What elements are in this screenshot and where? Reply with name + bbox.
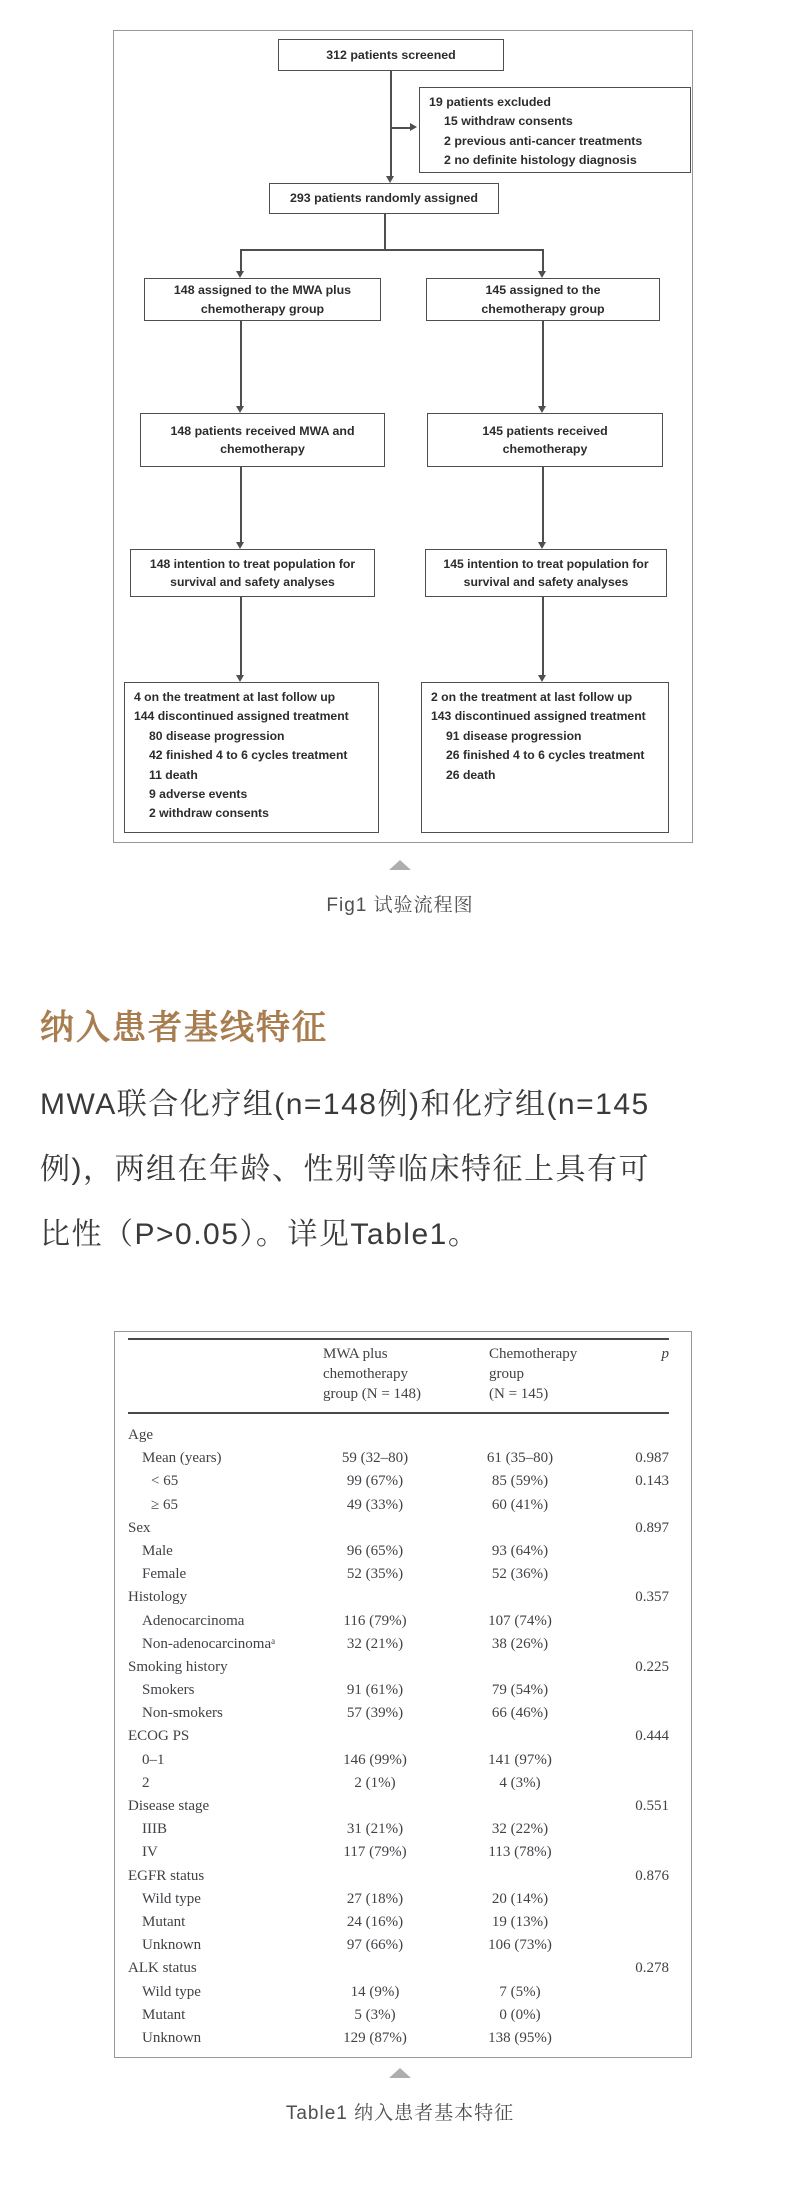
- table-cell: 24 (16%): [346, 1913, 404, 1930]
- text-line: 4 on the treatment at last follow up: [134, 690, 336, 704]
- table-row: [128, 1749, 669, 1772]
- table-row: [128, 1679, 669, 1702]
- table-cell: 38 (26%): [491, 1635, 549, 1652]
- text-line: 42 finished 4 to 6 cycles treatment: [149, 748, 348, 763]
- flow-connector: [240, 467, 242, 542]
- table-cell: 107 (74%): [488, 1612, 552, 1629]
- table-cell: Unknown: [142, 2029, 202, 2046]
- table-cell: [435, 1586, 605, 1609]
- arrow-down-icon: [538, 406, 546, 413]
- table-cell: Non-adenocarcinomaᵃ: [142, 1635, 276, 1652]
- text-line: chemotherapy: [220, 442, 305, 456]
- table-cell: ECOG PS: [128, 1728, 190, 1745]
- table-cell: 32 (21%): [346, 1635, 404, 1652]
- table-row: [128, 1424, 669, 1447]
- table-cell: 0.444: [635, 1728, 669, 1745]
- table-cell: Adenocarcinoma: [142, 1612, 245, 1629]
- table-cell: 141 (97%): [488, 1751, 552, 1768]
- text-line: survival and safety analyses: [463, 575, 629, 589]
- table-cell: Mutant: [142, 2006, 186, 2023]
- flow-box-randomized: 293 patients randomly assigned: [269, 183, 499, 214]
- table-cell: 31 (21%): [346, 1821, 404, 1838]
- table-row: [128, 1563, 669, 1586]
- table-cell: [435, 1725, 605, 1748]
- text-line: 19 patients excluded: [429, 95, 551, 109]
- table-cell: [605, 1540, 669, 1563]
- table-cell: < 65: [151, 1473, 179, 1490]
- flow-connector: [542, 597, 544, 675]
- text-line: 148 patients received MWA and: [170, 423, 355, 438]
- arrow-down-icon: [236, 406, 244, 413]
- text-line: 26 finished 4 to 6 cycles treatment: [446, 748, 645, 763]
- table-row: [128, 1517, 669, 1540]
- text-line: 144 discontinued assigned treatment: [134, 709, 349, 724]
- flow-connector: [542, 467, 544, 542]
- table-cell: [605, 1934, 669, 1957]
- table-cell: [605, 1633, 669, 1656]
- table-cell: [605, 1981, 669, 2004]
- table-cell: [605, 2027, 669, 2050]
- table-cell: 52 (36%): [491, 1566, 549, 1583]
- table-row: [128, 1586, 669, 1609]
- table-cell: 0.551: [635, 1798, 669, 1814]
- table-row: [128, 2027, 669, 2050]
- table-row: [128, 1633, 669, 1656]
- table-cell: 146 (99%): [343, 1751, 407, 1768]
- table-cell: Smokers: [142, 1682, 195, 1699]
- arrow-down-icon: [538, 271, 546, 278]
- table-cell: Mean (years): [142, 1450, 222, 1467]
- table-corner-cell: [128, 1344, 315, 1404]
- table-cell: [605, 1818, 669, 1841]
- flow-box-mwa-received: [140, 413, 385, 467]
- table-cell: [315, 1725, 435, 1748]
- flow-box-chemo-followup: [421, 682, 669, 833]
- table-cell: 14 (9%): [350, 1983, 400, 2000]
- text-line: 2 previous anti-cancer treatments: [444, 133, 643, 148]
- arrow-down-icon: [538, 675, 546, 682]
- table-cell: 2: [142, 1774, 150, 1791]
- table-row: [128, 2004, 669, 2027]
- text-line: 15 withdraw consents: [444, 114, 573, 129]
- figure1-caption: Fig1 试验流程图: [326, 895, 474, 916]
- arrow-down-icon: [236, 542, 244, 549]
- text-line: 例)，两组在年龄、性别等临床特征上具有可: [40, 1153, 650, 1186]
- table-cell: [605, 1424, 669, 1447]
- flow-box-mwa-assigned: [144, 278, 381, 321]
- table-cell: ≥ 65: [151, 1496, 178, 1513]
- table-cell: [605, 1888, 669, 1911]
- table-cell: 59 (32–80): [341, 1450, 409, 1467]
- collapse-triangle-icon: [389, 2068, 411, 2078]
- text-line: 148 assigned to the MWA plus: [173, 283, 352, 297]
- table-cell: Female: [142, 1566, 187, 1583]
- table-cell: Mutant: [142, 1913, 186, 1930]
- section-paragraph: [40, 1072, 775, 1267]
- text-line: chemotherapy: [323, 1366, 408, 1382]
- collapse-triangle-icon: [389, 860, 411, 870]
- table-cell: 0.897: [635, 1519, 669, 1536]
- table-cell: 7 (5%): [499, 1983, 541, 2000]
- table-cell: 129 (87%): [343, 2029, 407, 2046]
- table-row: [128, 1494, 669, 1517]
- table-row: [128, 1934, 669, 1957]
- table-cell: 99 (67%): [346, 1473, 404, 1490]
- table-cell: 138 (95%): [488, 2029, 552, 2046]
- table-body: [128, 1424, 669, 2050]
- table-header-row: [128, 1344, 669, 1404]
- text-line: 143 discontinued assigned treatment: [431, 709, 646, 724]
- table-row: [128, 1911, 669, 1934]
- table-cell: Wild type: [142, 1983, 201, 2000]
- table-cell: Age: [128, 1427, 153, 1443]
- table-cell: 4 (3%): [499, 1774, 541, 1791]
- table-cell: Histology: [128, 1589, 188, 1606]
- table-cell: [435, 1795, 605, 1818]
- text-line: MWA plus: [323, 1346, 388, 1362]
- text-line: Chemotherapy: [489, 1346, 578, 1362]
- flow-connector: [240, 321, 242, 406]
- table-row: [128, 1841, 669, 1864]
- table-cell: [435, 1656, 605, 1679]
- table-cell: [605, 1911, 669, 1934]
- table-cell: Sex: [128, 1519, 151, 1536]
- table-cell: 116 (79%): [343, 1612, 407, 1629]
- arrow-down-icon: [236, 271, 244, 278]
- table1-caption: Table1 纳入患者基本特征: [285, 2103, 515, 2124]
- table-row: [128, 1702, 669, 1725]
- flow-connector: [542, 249, 544, 271]
- table-cell: 0 (0%): [499, 2006, 541, 2023]
- table-cell: 96 (65%): [346, 1542, 404, 1559]
- table-cell: [605, 1772, 669, 1795]
- flow-box-mwa-followup: [124, 682, 379, 833]
- table-cell: 97 (66%): [346, 1937, 404, 1954]
- table-cell: 0.876: [635, 1867, 669, 1884]
- table-row: [128, 1865, 669, 1888]
- table-cell: IIIB: [142, 1821, 167, 1838]
- table-row: [128, 1957, 669, 1980]
- text-line: 145 patients received: [482, 423, 608, 438]
- table-cell: [605, 1702, 669, 1725]
- flow-box-chemo-received: [427, 413, 663, 467]
- table-row: [128, 1772, 669, 1795]
- flow-connector: [240, 597, 242, 675]
- table-cell: 60 (41%): [491, 1496, 549, 1513]
- flow-connector: [240, 249, 242, 271]
- text-line: 26 death: [446, 767, 496, 782]
- table-header-mwa-group: [315, 1344, 435, 1404]
- table-cell: Wild type: [142, 1890, 201, 1907]
- table-cell: [435, 1424, 605, 1447]
- text-line: 11 death: [149, 767, 198, 782]
- table-row: [128, 1888, 669, 1911]
- figure1-consort-flow-diagram: [113, 30, 693, 843]
- table-cell: [315, 1795, 435, 1818]
- text-line: chemotherapy group: [481, 301, 605, 316]
- table-cell: 5 (3%): [354, 2006, 396, 2023]
- table-row: [128, 1981, 669, 2004]
- text-line: (N = 145): [489, 1386, 549, 1402]
- text-line: chemotherapy group: [200, 301, 325, 316]
- table-cell: 0.987: [635, 1450, 669, 1467]
- table-row: [128, 1656, 669, 1679]
- table-cell: ALK status: [128, 1960, 197, 1977]
- table-cell: [605, 1841, 669, 1864]
- flow-connector: [390, 71, 392, 176]
- flow-connector: [390, 127, 412, 129]
- text-line: 2 withdraw consents: [149, 806, 269, 821]
- table-cell: 57 (39%): [346, 1705, 404, 1722]
- table-cell: 0.225: [635, 1658, 669, 1675]
- text-line: 148 intention to treat population for: [149, 556, 356, 571]
- table-row: [128, 1725, 669, 1748]
- text-line: 145 intention to treat population for: [443, 556, 649, 571]
- table-cell: Male: [142, 1542, 173, 1559]
- table1-baseline-characteristics: [114, 1331, 692, 2058]
- table-cell: 27 (18%): [346, 1890, 404, 1907]
- flow-box-excluded: [419, 87, 691, 173]
- table-cell: 0.357: [635, 1589, 669, 1606]
- table-cell: 66 (46%): [491, 1705, 549, 1722]
- table-cell: Unknown: [142, 1937, 202, 1954]
- table-cell: [605, 2004, 669, 2027]
- table-cell: 79 (54%): [491, 1682, 549, 1699]
- flow-box-chemo-itt: [425, 549, 667, 597]
- table-cell: 91 (61%): [346, 1682, 404, 1699]
- table-cell: [605, 1679, 669, 1702]
- table-row: [128, 1540, 669, 1563]
- text-line: chemotherapy: [502, 442, 588, 456]
- table-cell: [605, 1563, 669, 1586]
- table-cell: [435, 1865, 605, 1888]
- table-cell: Non-smokers: [142, 1705, 223, 1722]
- table-cell: 117 (79%): [343, 1844, 407, 1861]
- table-cell: 32 (22%): [491, 1821, 549, 1838]
- table-cell: 2 (1%): [354, 1774, 396, 1791]
- text-line: 145 assigned to the: [485, 283, 601, 297]
- table-cell: [315, 1517, 435, 1540]
- table-row: [128, 1447, 669, 1470]
- table-row: [128, 1610, 669, 1633]
- table-cell: 49 (33%): [346, 1496, 404, 1513]
- text-line: MWA联合化疗组(n=148例)和化疗组(n=145: [40, 1088, 650, 1121]
- flow-box-chemo-assigned: [426, 278, 660, 321]
- text-line: 比性（P>0.05）。详见Table1。: [40, 1218, 480, 1251]
- table-cell: 52 (35%): [346, 1566, 404, 1583]
- arrow-down-icon: [236, 675, 244, 682]
- table-cell: Smoking history: [128, 1658, 228, 1675]
- table-cell: [435, 1517, 605, 1540]
- table-cell: 0.143: [635, 1473, 669, 1490]
- text-line: survival and safety analyses: [170, 575, 335, 589]
- flow-box-screened: 312 patients screened: [278, 39, 504, 71]
- flow-connector: [240, 249, 543, 251]
- table-cell: [435, 1957, 605, 1980]
- text-line: 2 no definite histology diagnosis: [444, 153, 637, 168]
- text-line: 91 disease progression: [446, 728, 582, 743]
- table-cell: 106 (73%): [488, 1937, 552, 1954]
- text-line: 80 disease progression: [149, 728, 285, 743]
- table-cell: [605, 1749, 669, 1772]
- arrow-right-icon: [410, 123, 417, 131]
- table-cell: 113 (78%): [488, 1844, 552, 1861]
- table-cell: [605, 1494, 669, 1517]
- text-line: group: [489, 1366, 524, 1382]
- table-header-p: p: [661, 1346, 669, 1362]
- table-top-rule: [128, 1338, 669, 1340]
- table-cell: 0.278: [635, 1960, 669, 1977]
- table-cell: [315, 1656, 435, 1679]
- table-cell: 0–1: [142, 1751, 165, 1768]
- flow-connector: [542, 321, 544, 406]
- table-cell: [315, 1957, 435, 1980]
- arrow-down-icon: [386, 176, 394, 183]
- arrow-down-icon: [538, 542, 546, 549]
- text-line: group (N = 148): [323, 1386, 422, 1402]
- table-row: [128, 1795, 669, 1818]
- table-cell: [605, 1610, 669, 1633]
- table-cell: 20 (14%): [491, 1890, 549, 1907]
- table-header-chemo-group: [435, 1344, 605, 1404]
- table-cell: Disease stage: [128, 1798, 210, 1814]
- table-cell: 93 (64%): [491, 1542, 549, 1559]
- text-line: 2 on the treatment at last follow up: [431, 690, 633, 704]
- section-heading: 纳入患者基线特征: [40, 1010, 328, 1047]
- table-row: [128, 1818, 669, 1841]
- table-header-rule: [128, 1412, 669, 1414]
- table-row: [128, 1470, 669, 1493]
- table-cell: EGFR status: [128, 1867, 205, 1884]
- text-line: 9 adverse events: [149, 787, 248, 802]
- table-cell: [315, 1424, 435, 1447]
- table-cell: 19 (13%): [491, 1913, 549, 1930]
- table-cell: [315, 1865, 435, 1888]
- table-cell: [315, 1586, 435, 1609]
- table-cell: 85 (59%): [491, 1473, 549, 1490]
- flow-connector: [384, 214, 386, 249]
- flow-box-mwa-itt: [130, 549, 375, 597]
- table-cell: 61 (35–80): [486, 1450, 554, 1467]
- table-cell: IV: [142, 1844, 158, 1861]
